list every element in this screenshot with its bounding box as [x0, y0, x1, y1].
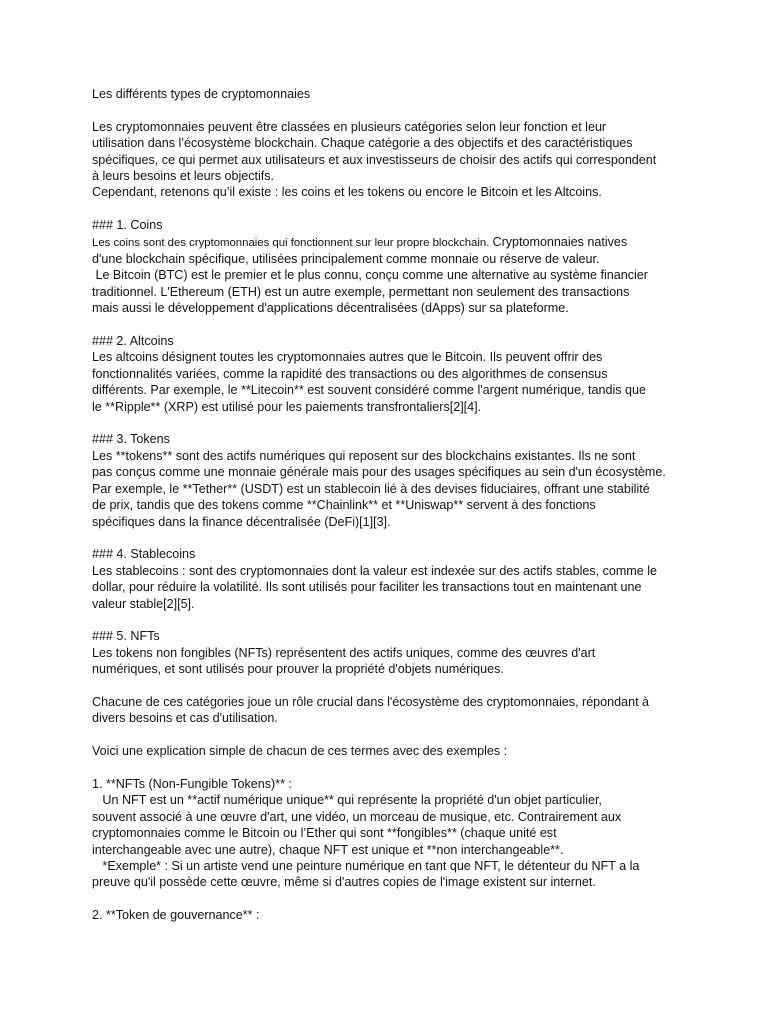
pasted-text: Les coins sont des cryptomonnaies qui fonctionnent sur leur propre blockchain.	[92, 236, 493, 249]
text-line: traditionnel. L'Ethereum (ETH) est un autre exemple, permettant non seulement des transactions	[92, 284, 630, 299]
text-line: divers besoins et cas d'utilisation.	[92, 711, 278, 726]
text-line: Les cryptomonnaies peuvent être classées en plusieurs catégories selon leur fonction et leur	[92, 119, 607, 134]
section-heading: ### 5. NFTs	[92, 629, 160, 644]
text-run: Cryptomonnaies natives	[492, 234, 628, 249]
spacer	[92, 678, 692, 694]
spacer	[92, 317, 692, 333]
spacer	[92, 760, 692, 776]
section-heading: ### 2. Altcoins	[92, 334, 174, 349]
text-line: Chacune de ces catégories joue un rôle crucial dans l'écosystème des cryptomonnaies, répondant à	[92, 694, 650, 709]
spacer	[92, 201, 692, 217]
text-line: Par exemple, le **Tether** (USDT) est un stablecoin lié à des devises fiduciaires, offrant une stabilité	[92, 481, 650, 496]
text-line: à leurs besoins et leurs objectifs.	[92, 169, 275, 184]
text-line: Un NFT est un **actif numérique unique** qui représente la propriété d'un objet particulier,	[92, 793, 602, 808]
spacer	[92, 102, 692, 118]
document-title: Les différents types de cryptomonnaies	[92, 87, 311, 101]
spacer	[92, 727, 692, 743]
text-line: Les tokens non fongibles (NFTs) représentent des actifs uniques, comme des œuvres d'art	[92, 645, 596, 660]
text-line: utilisation dans l’écosystème blockchain. Chaque catégorie a des objectifs et des caractéristiques	[92, 136, 633, 151]
text-line: numériques, et sont utilisés pour prouver la propriété d'objets numériques.	[92, 662, 504, 677]
text-line: dollar, pour réduire la volatilité. Ils sont utilisés pour faciliter les transactions tout en maintenant une	[92, 580, 642, 595]
explanation-intro: Voici une explication simple de chacun de ces termes avec des exemples :	[92, 744, 508, 759]
text-line: interchangeable avec une autre), chaque NFT est unique et **non interchangeable**.	[92, 842, 564, 857]
text-line: Les altcoins désignent toutes les cryptomonnaies autres que le Bitcoin. Ils peuvent offrir des	[92, 350, 603, 365]
text-line: le **Ripple** (XRP) est utilisé pour les paiements transfrontaliers[2][4].	[92, 399, 482, 414]
term-heading: 2. **Token de gouvernance** :	[92, 908, 260, 923]
spacer	[92, 415, 692, 431]
section-altcoins	[92, 333, 692, 415]
conclusion-paragraph	[92, 694, 692, 727]
section-heading: ### 1. Coins	[92, 218, 163, 233]
text-line: fonctionnalités variées, comme la rapidité des transactions ou des algorithmes de consensus	[92, 366, 608, 381]
text-line: pas conçus comme une monnaie générale mais pour des usages spécifiques au sein d'un écosystème.	[92, 465, 666, 480]
text-line	[92, 234, 692, 251]
spacer	[92, 530, 692, 546]
section-coins	[92, 217, 692, 316]
term-governance-token	[92, 907, 692, 923]
text-line: spécifiques dans la finance décentralisée (DeFi)[1][3].	[92, 514, 391, 529]
spacer	[92, 612, 692, 628]
spacer	[92, 891, 692, 907]
text-line: preuve qu'il possède cette œuvre, même si d'autres copies de l'image existent sur internet.	[92, 875, 596, 890]
document-page	[92, 86, 692, 924]
section-stablecoins	[92, 546, 692, 612]
section-heading: ### 3. Tokens	[92, 432, 170, 447]
intro-paragraph	[92, 119, 692, 201]
term-nft	[92, 776, 692, 891]
text-line: différents. Par exemple, le **Litecoin** est souvent considéré comme l'argent numérique, tandis que	[92, 383, 646, 398]
text-line: valeur stable[2][5].	[92, 596, 195, 611]
section-tokens	[92, 431, 692, 529]
text-line: Les **tokens** sont des actifs numériques qui reposent sur des blockchains existantes. Ils ne sont	[92, 448, 636, 463]
text-line: de prix, tandis que des tokens comme **Chainlink** et **Uniswap** servent à des fonctions	[92, 498, 596, 513]
term-heading: 1. **NFTs (Non-Fungible Tokens)** :	[92, 776, 292, 791]
text-line: mais aussi le développement d'applications décentralisées (dApps) sur sa plateforme.	[92, 301, 569, 316]
section-nfts	[92, 628, 692, 677]
text-line: d'une blockchain spécifique, utilisées principalement comme monnaie ou réserve de valeur.	[92, 252, 600, 267]
text-line: Les stablecoins : sont des cryptomonnaies dont la valeur est indexée sur des actifs stables, comme le	[92, 563, 657, 578]
text-line: Le Bitcoin (BTC) est le premier et le plus connu, conçu comme une alternative au système financier	[92, 268, 648, 283]
text-line: *Exemple* : Si un artiste vend une peinture numérique en tant que NFT, le détenteur du NFT a la	[92, 858, 640, 873]
text-line: souvent associé à une œuvre d'art, une vidéo, un morceau de musique, etc. Contrairement aux	[92, 809, 622, 824]
section-heading: ### 4. Stablecoins	[92, 547, 196, 562]
text-line: spécifiques, ce qui permet aux utilisateurs et aux investisseurs de choisir des actifs qui correspondent	[92, 152, 657, 167]
text-line: cryptomonnaies comme le Bitcoin ou l’Ether qui sont **fongibles** (chaque unité est	[92, 826, 557, 841]
text-line: Cependant, retenons qu’il existe : les coins et les tokens ou encore le Bitcoin et les Altcoins.	[92, 185, 602, 200]
